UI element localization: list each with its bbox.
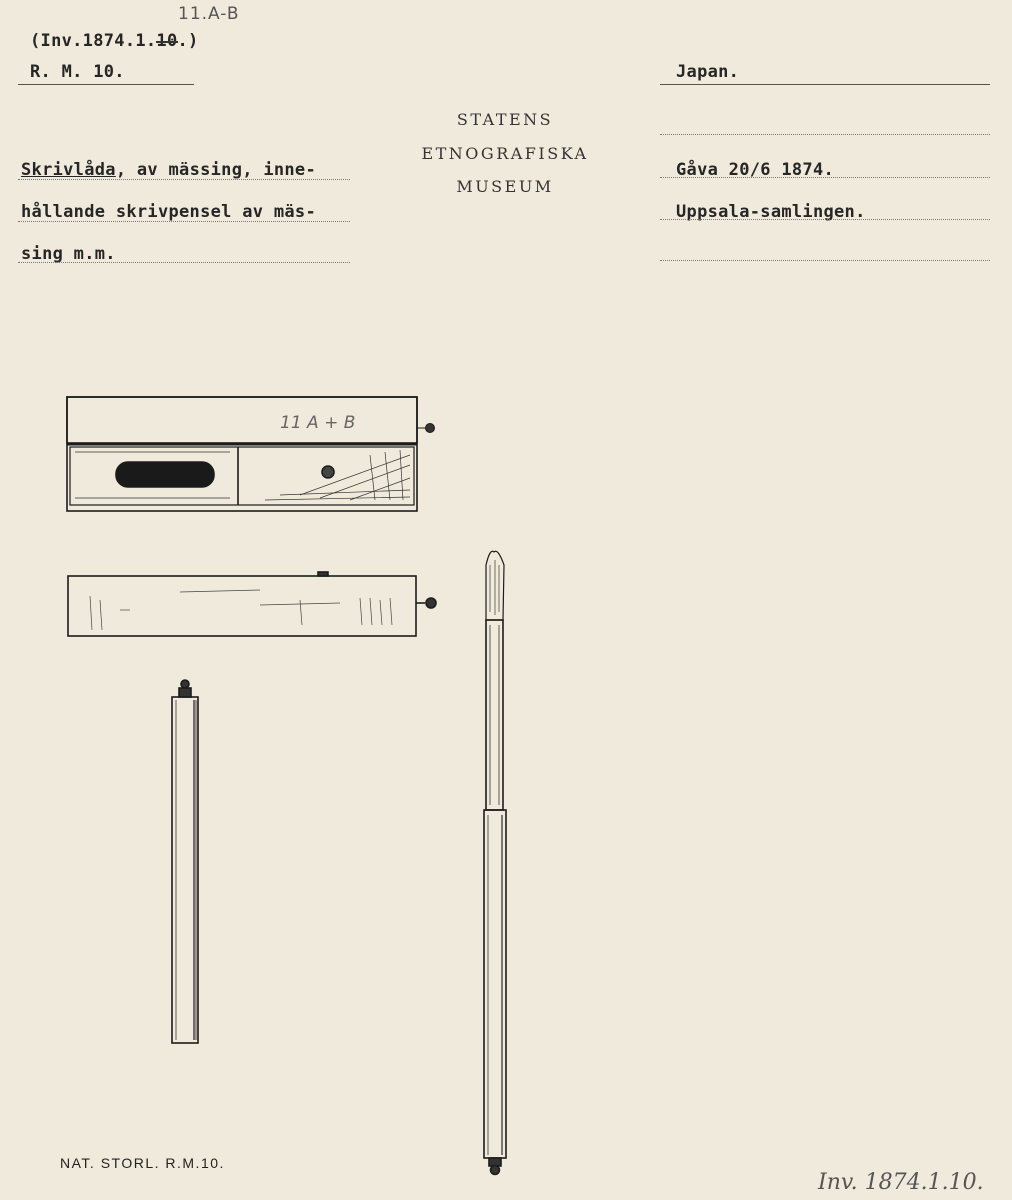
handwritten-addition: 11.A-B bbox=[178, 4, 240, 24]
gift-date: Gåva 20/6 1874. bbox=[676, 160, 835, 180]
country: Japan. bbox=[676, 62, 740, 82]
museum-name-line3: MUSEUM bbox=[456, 177, 554, 196]
box-handwriting: 11 A + B bbox=[280, 413, 356, 433]
object-title: Skrivlåda bbox=[21, 160, 116, 180]
museum-name-line1: STATENS bbox=[456, 110, 554, 129]
writing-box-side-view bbox=[68, 572, 436, 636]
writing-box-end-view bbox=[172, 680, 198, 1043]
description-line1: Skrivlåda, av mässing, inne- bbox=[21, 160, 316, 180]
description-line2: hållande skrivpensel av mäs- bbox=[21, 202, 316, 222]
struck-number: 10 bbox=[156, 31, 178, 51]
collection-name: Uppsala-samlingen. bbox=[676, 202, 866, 222]
rm-number: R. M. 10. bbox=[30, 62, 125, 82]
museum-name-line2: ETNOGRAFISKA bbox=[421, 144, 589, 163]
description-line3: sing m.m. bbox=[21, 244, 116, 264]
writing-box-open-view bbox=[67, 397, 435, 511]
writing-brush bbox=[484, 551, 506, 1174]
handwritten-inventory: Inv. 1874.1.10. bbox=[818, 1170, 984, 1195]
scale-note: NAT. STORL. R.M.10. bbox=[60, 1155, 225, 1171]
inventory-number: (Inv.1874.1.10.) bbox=[30, 31, 199, 51]
